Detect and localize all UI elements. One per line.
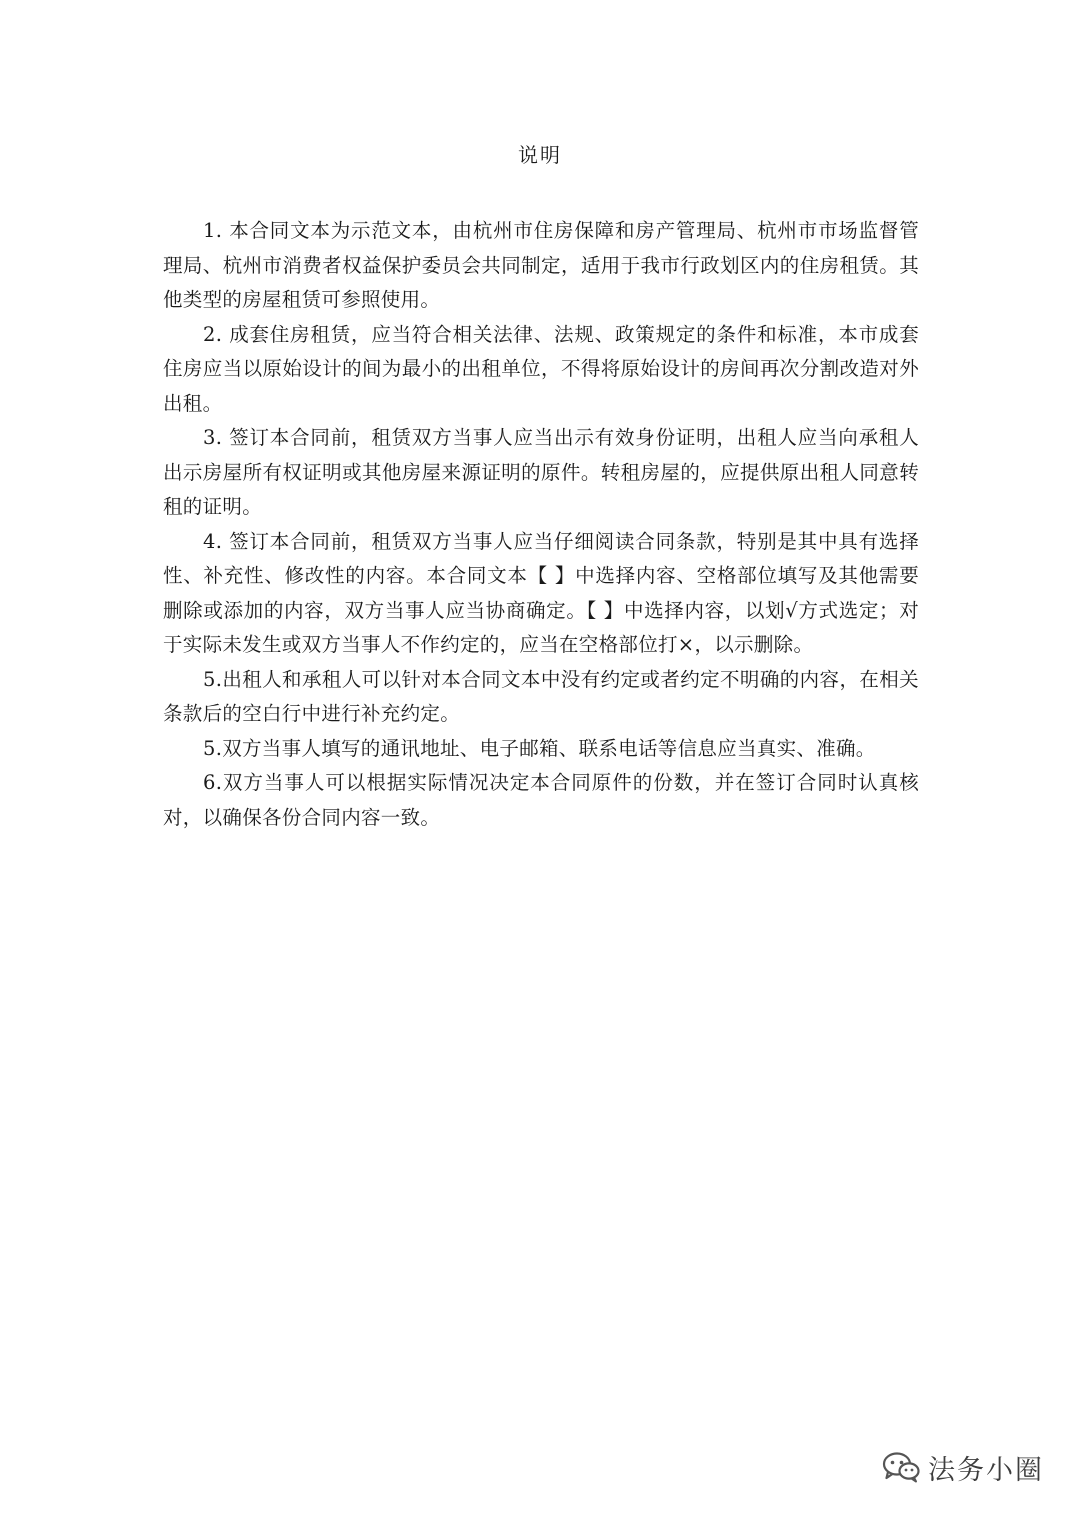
paragraph-1: 1. 本合同文本为示范文本，由杭州市住房保障和房产管理局、杭州市市场监督管理局、杭州市消费者权益保护委员会共同制定，适用于我市行政划区内的住房租赁。其他类型的房屋租赁可参照使用。 bbox=[163, 219, 919, 311]
paragraph-4: 4. 签订本合同前，租赁双方当事人应当仔细阅读合同条款，特别是其中具有选择性、补充性、修改性的内容。本合同文本【 】中选择内容、空格部位填写及其他需要删除或添加的内容，双方当事人应当协商确定。【 】中选择内容，以划√方式选定；对于实际未发生或双方当事人不作约定的，应当在空格部位打×，以示删除。 bbox=[163, 529, 919, 656]
page-title: 说明 bbox=[518, 143, 562, 167]
document-body bbox=[163, 214, 919, 835]
paragraph-3: 3. 签订本合同前，租赁双方当事人应当出示有效身份证明，出租人应当向承租人出示房屋所有权证明或其他房屋来源证明的原件。转租房屋的，应提供原出租人同意转租的证明。 bbox=[163, 426, 919, 518]
paragraph-7: 6.双方当事人可以根据实际情况决定本合同原件的份数，并在签订合同时认真核对，以确保各份合同内容一致。 bbox=[163, 771, 919, 829]
wechat-icon bbox=[882, 1451, 920, 1483]
paragraph-2: 2. 成套住房租赁，应当符合相关法律、法规、政策规定的条件和标准，本市成套住房应当以原始设计的间为最小的出租单位，不得将原始设计的房间再次分割改造对外出租。 bbox=[163, 322, 919, 415]
watermark bbox=[882, 1447, 1044, 1487]
paragraph-6: 5.双方当事人填写的通讯地址、电子邮箱、联系电话等信息应当真实、准确。 bbox=[203, 736, 876, 760]
watermark-text: 法务小圈 bbox=[928, 1454, 1044, 1486]
paragraph-5: 5.出租人和承租人可以针对本合同文本中没有约定或者约定不明确的内容，在相关条款后的空白行中进行补充约定。 bbox=[163, 667, 919, 725]
